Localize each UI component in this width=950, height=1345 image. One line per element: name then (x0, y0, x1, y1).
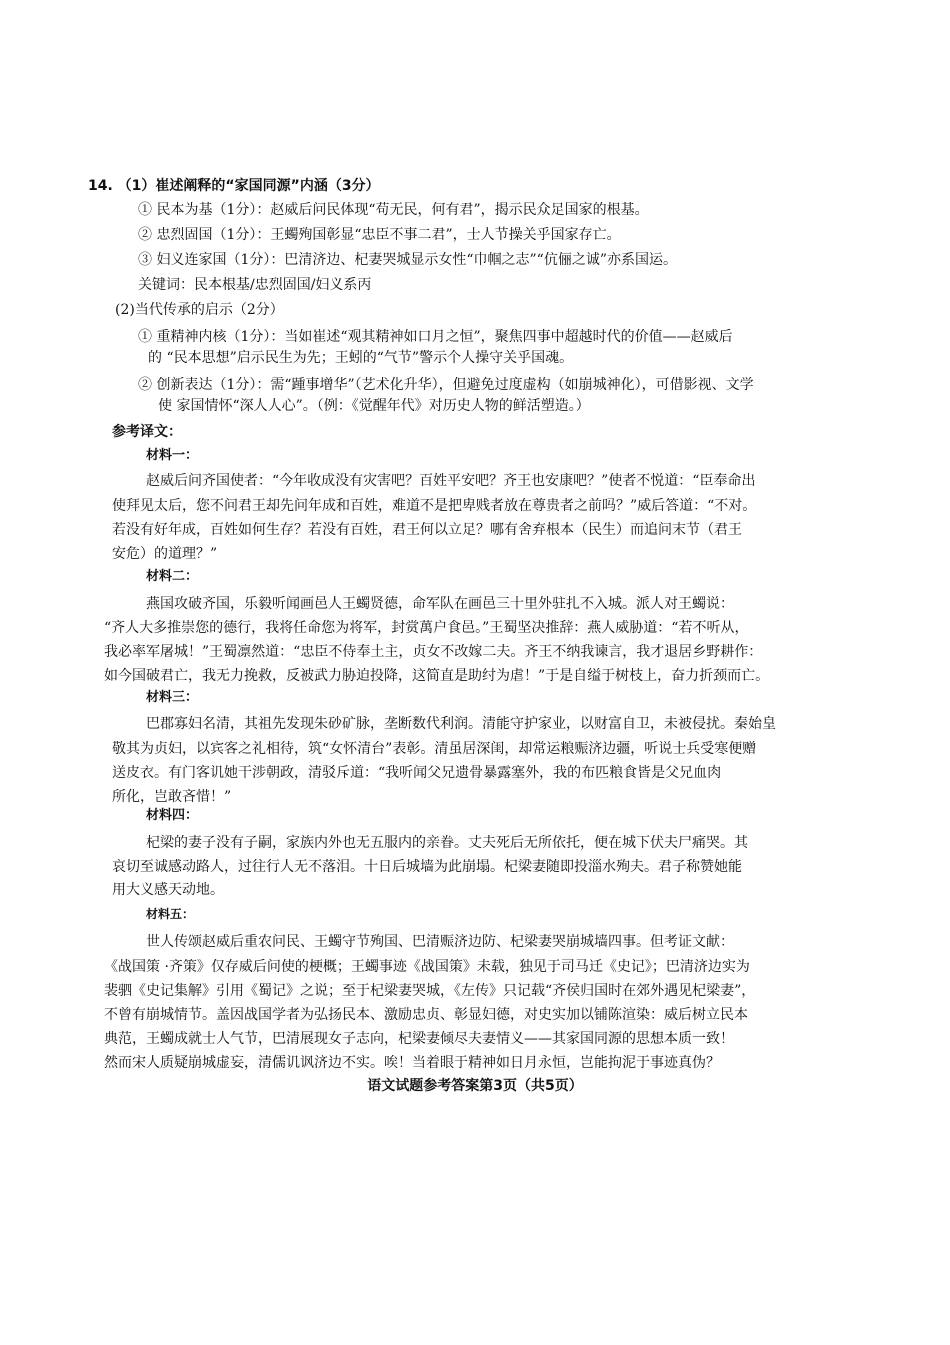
material-4-line: 用大义感天动地。 (112, 882, 224, 898)
material-5-line: 世人传颂赵威后重农问民、王蠋守节殉国、巴清赈济边防、杞梁妻哭崩城墙四事。但考证文献： (146, 934, 734, 950)
material-1-line: 若没有好年成，百姓如何生存？若没有百姓，君王何以立足？哪有舍弃根本（民生）而追问末节（君王 (112, 522, 742, 538)
material-5-line: 然而宋人质疑崩城虚妄，清儒讥讽济边不实。唉！当着眼于精神如日月永恒，岂能拘泥于事迹真伪？ (104, 1055, 720, 1071)
material-2-title: 材料二： (146, 569, 199, 584)
q14-item-3: ③ 妇义连家国（1分）：巴清济边、杞妻哭城显示女性“巾帼之志”“伉俪之诚”亦系国运。 (138, 252, 677, 268)
material-1-line: 赵威后问齐国使者：“今年收成没有灾害吧？百姓平安吧？齐王也安康吧？”使者不悦道：“臣奉命出 (146, 473, 756, 489)
material-5-line: 不曾有崩城情节。盖因战国学者为弘扬民本、激励忠贞、彰显妇德，对史实加以铺陈渲染：威后树立民本 (104, 1007, 748, 1023)
material-5-line: 典范，王蠋成就士人气节，巴清展现女子志向，杞梁妻倾尽夫妻情义——其家国同源的思想本质一致！ (104, 1031, 734, 1047)
material-4-title: 材料四： (146, 808, 199, 823)
material-4-line: 哀切至诚感动路人，过往行人无不落泪。十日后城墙为此崩塌。杞梁妻随即投淄水殉夫。君子称赞她能 (112, 859, 742, 875)
material-2-line: 如今国破君亡，我无力挽救，反被武力胁迫投降，这简直是助纣为虐！”于是自缢于树枝上，奋力折颈而亡。 (104, 668, 770, 684)
q14-keywords: 关键词：民本根基/忠烈固国/妇义系丙 (138, 277, 372, 293)
q14-part2-item1-line2: 的 “民本思想”启示民生为先；王蚓的“气节”警示个人操守关乎国魂。 (148, 350, 574, 366)
q14-heading: 14. （1）崔述阐释的“家国同源”内涵（3分） (88, 178, 380, 194)
q14-part2-item2-line2: 使 家国情怀“深人人心”。（例：《觉醒年代》对历史人物的鲜活塑造。） (158, 398, 590, 414)
translation-title: 参考译文： (112, 424, 182, 440)
q14-part2-item1-line1: ① 重精神内核（1分）：当如崔述“观其精神如口月之恒”，聚焦四事中超越时代的价值——赵威后 (138, 329, 733, 345)
material-3-line: 送皮衣。有门客讥她干涉朝政，清驳斥道：“我听闻父兄遗骨暴露塞外，我的布匹粮食皆是父兄血肉 (112, 765, 722, 781)
material-5-line: 《战国策 ·齐策》仅存威后问使的梗概；王蠋事迹《战国策》未载，独见于司马迁《史记》；巴清济边实为 (104, 959, 750, 975)
page-footer: 语文试题参考答案第3页（共5页） (367, 1078, 583, 1094)
material-3-line: 巴郡寡妇名清，其祖先发现朱砂矿脉，垄断数代利润。清能守护家业，以财富自卫，未被侵扰。秦始皇 (146, 716, 776, 732)
material-4-line: 杞梁的妻子没有子嗣，家族内外也无五服内的亲眷。丈夫死后无所依托，便在城下伏夫尸痛哭。其 (146, 835, 748, 851)
material-5-line: 裴驷《史记集解》引用《蜀记》之说；至于杞梁妻哭城，《左传》只记载“齐侯归国时在郊外遇见杞梁妻”， (104, 983, 756, 999)
material-1-line: 安危）的道理？” (112, 546, 218, 562)
material-1-line: 使拜见太后，您不问君王却先问年成和百姓，难道不是把卑贱者放在尊贵者之前吗？”威后答道：“不对。 (112, 498, 757, 514)
material-2-line: “齐人大多推崇您的德行，我将任命您为将军，封赏萬户食邑。”王蜀坚决推辞：燕人威胁道：“若不听从， (104, 620, 749, 636)
material-2-line: 我必率军屠城！”王蜀凛然道：“忠臣不侍奉土主，贞女不改嫁二夫。齐王不纳我谏言，我才退居乡野耕作： (104, 644, 763, 660)
q14-part2-item2-line1: ② 创新表达（1分）：需“踵事增华”（艺术化升华），但避免过度虚构（如崩城神化），可借影视、文学 (138, 377, 754, 393)
q14-item-1: ① 民本为基（1分）：赵威后问民体现“苟无民，何有君”，揭示民众足国家的根基。 (138, 202, 649, 218)
material-2-line: 燕国攻破齐国，乐毅听闻画邑人王蠋贤德，命军队在画邑三十里外驻扎不入城。派人对王蠋说： (146, 596, 734, 612)
material-3-line: 敬其为贞妇，以宾客之礼相待，筑“女怀清台”表彰。清虽居深闺，却常运粮赈济边疆，听说士兵受寒便赠 (112, 741, 757, 757)
material-5-title: 材料五： (146, 907, 195, 921)
material-3-line: 所化，岂敢吝惜！” (112, 789, 232, 805)
material-3-title: 材料三： (146, 690, 199, 705)
q14-part2-heading: (2)当代传承的启示（2分） (115, 302, 284, 318)
material-1-title: 材料一： (146, 448, 199, 463)
q14-item-2: ② 忠烈固国（1分）：王蠋殉国彰显“忠臣不事二君”，士人节操关乎国家存亡。 (138, 227, 621, 243)
